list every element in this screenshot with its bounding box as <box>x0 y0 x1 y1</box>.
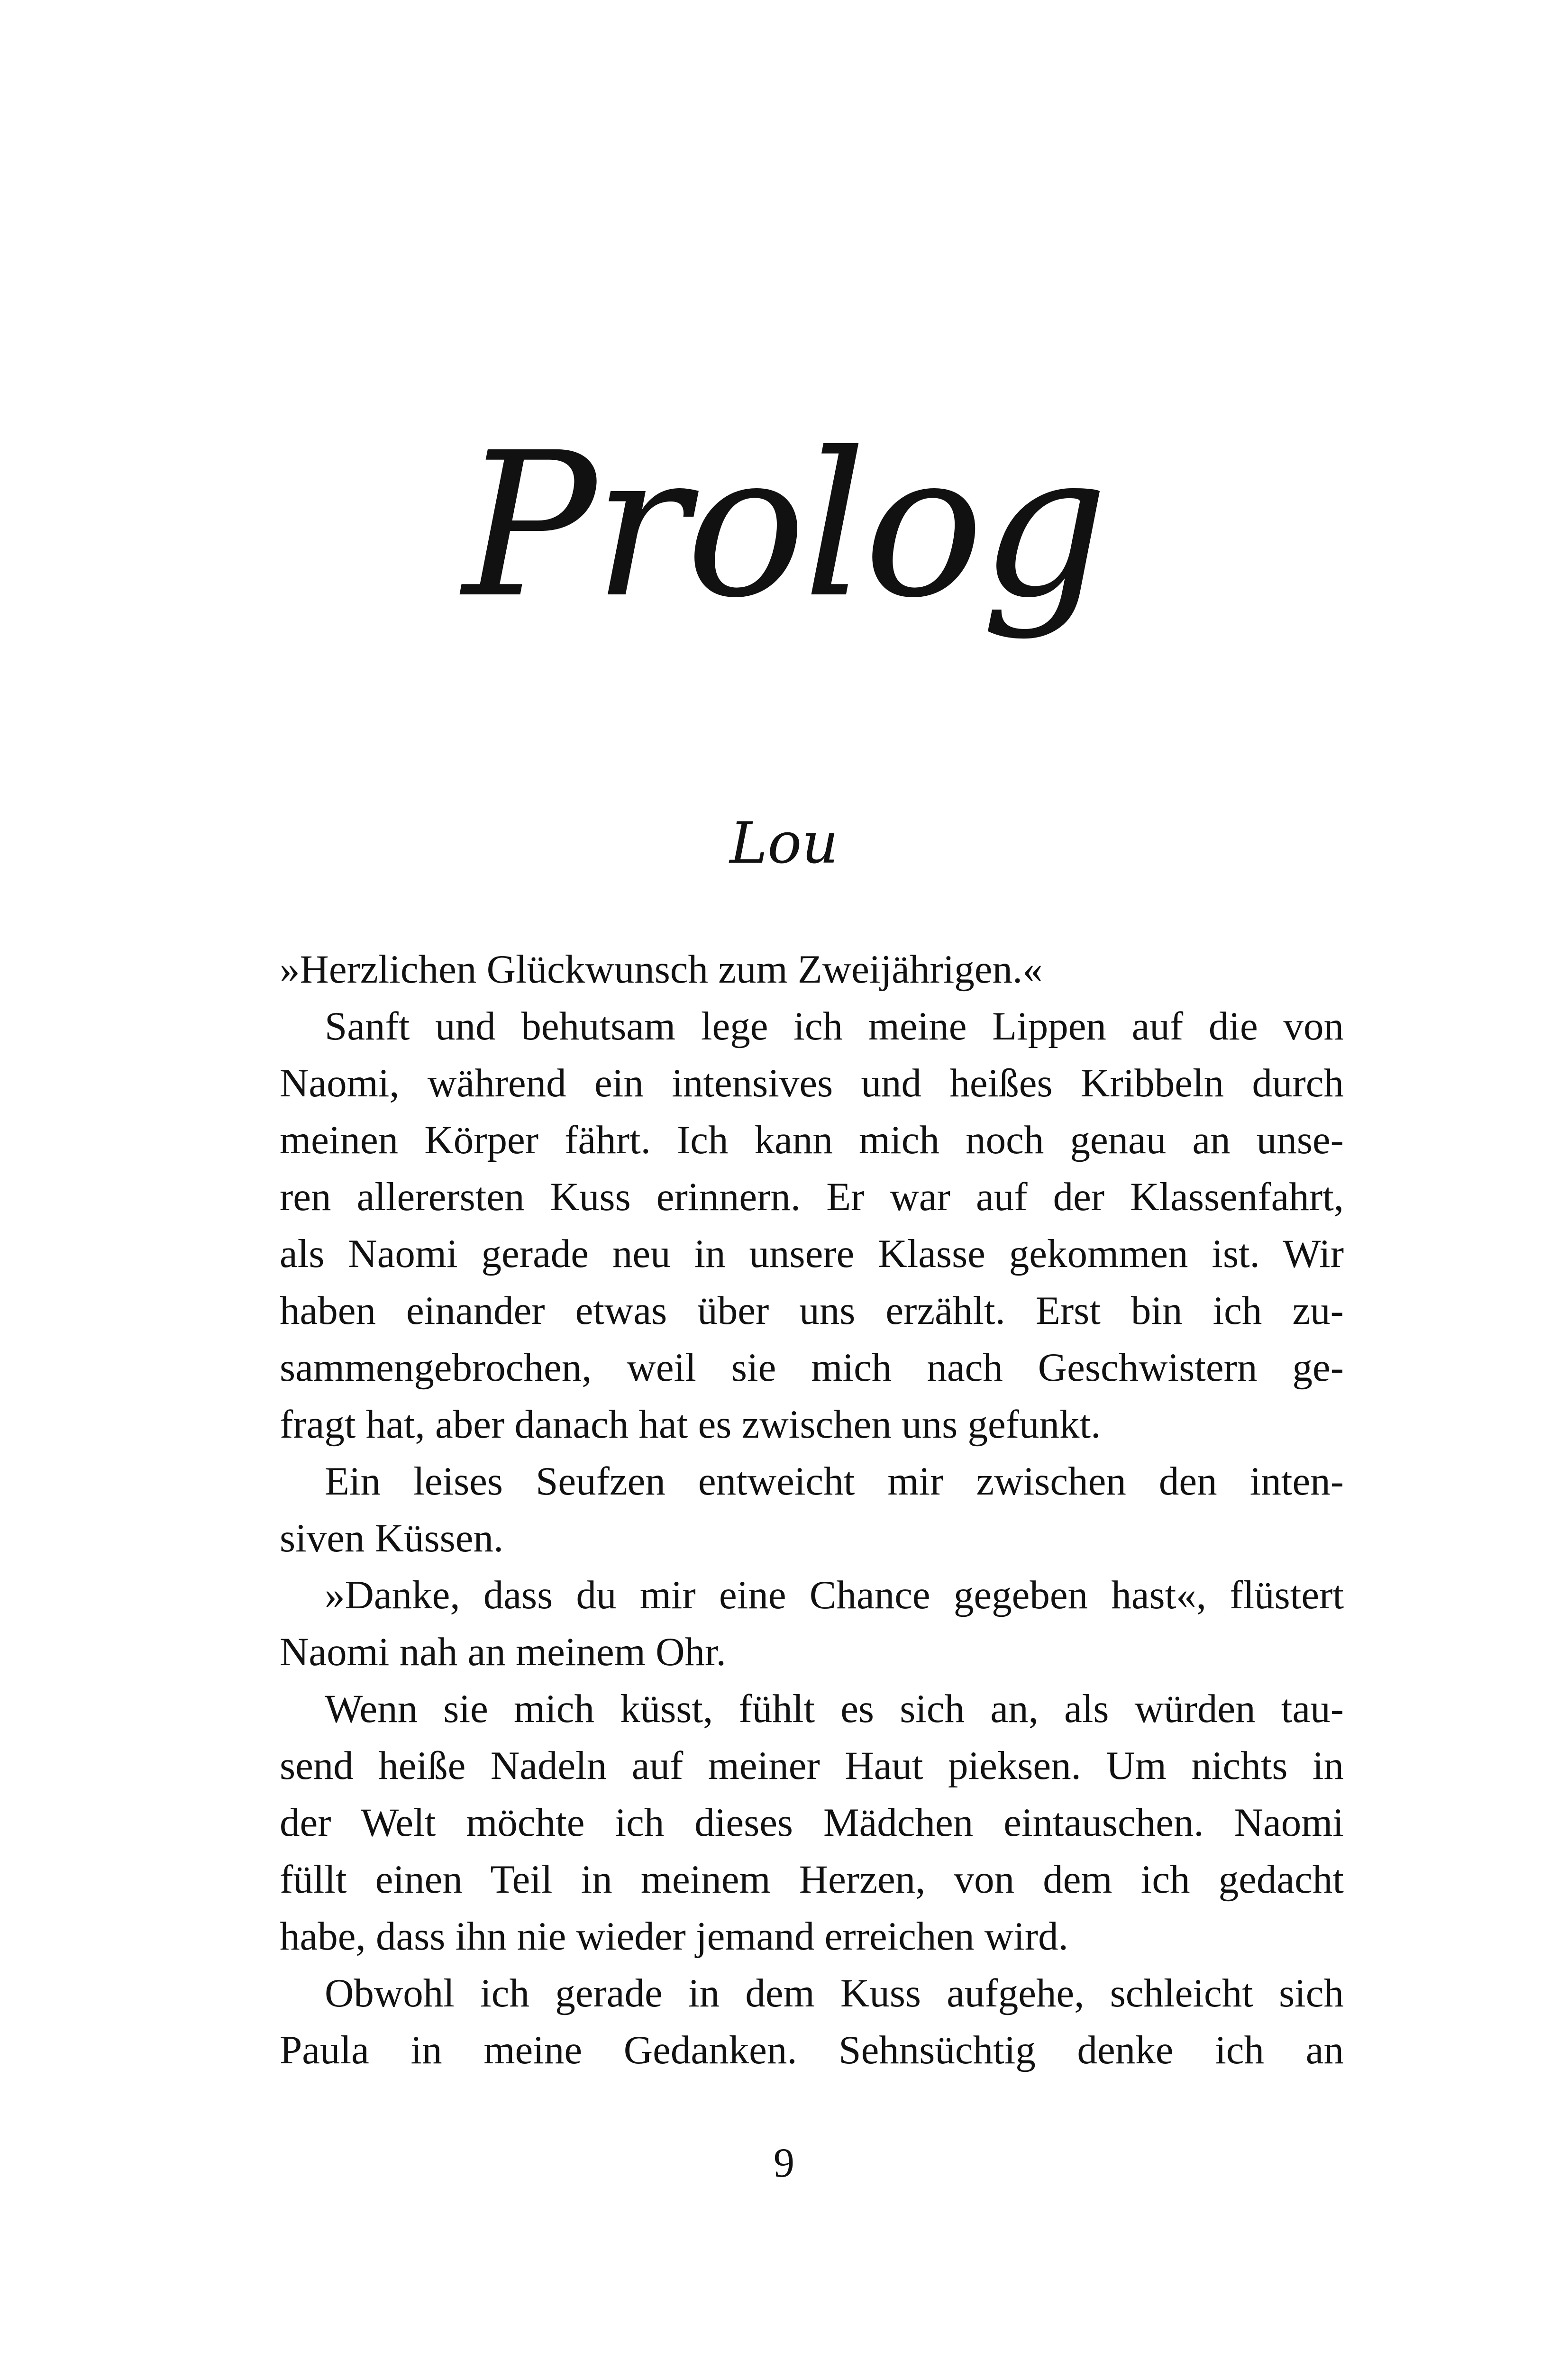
page-number: 9 <box>774 2140 794 2186</box>
text-line: Paula in meine Gedanken. Sehnsüchtig denke ich an <box>280 2028 1344 2072</box>
text-line: »Danke, dass du mir eine Chance gegeben hast«, flüstert <box>325 1573 1344 1617</box>
text-line: send heiße Nadeln auf meiner Haut pieksen. Um nichts in <box>280 1743 1344 1788</box>
text-line: Sanft und behutsam lege ich meine Lippen auf die von <box>325 1004 1344 1048</box>
text-line: Wenn sie mich küsst, fühlt es sich an, als würden tau- <box>325 1686 1344 1731</box>
text-line: als Naomi gerade neu in unsere Klasse gekommen ist. Wir <box>280 1231 1344 1276</box>
text-line: Obwohl ich gerade in dem Kuss aufgehe, schleicht sich <box>325 1971 1344 2015</box>
text-line: haben einander etwas über uns erzählt. Erst bin ich zu- <box>280 1288 1344 1333</box>
body-text <box>280 941 1344 2078</box>
text-line: sammengebrochen, weil sie mich nach Geschwistern ge- <box>280 1345 1344 1390</box>
text-line: fragt hat, aber danach hat es zwischen uns gefunkt. <box>280 1402 1101 1447</box>
text-line: meinen Körper fährt. Ich kann mich noch genau an unse- <box>280 1118 1344 1162</box>
text-line: füllt einen Teil in meinem Herzen, von dem ich gedacht <box>280 1857 1344 1902</box>
text-line: Naomi, während ein intensives und heißes Kribbeln durch <box>280 1061 1344 1105</box>
narrator-name: Lou <box>729 811 839 876</box>
text-line: ren allerersten Kuss erinnern. Er war auf der Klassenfahrt, <box>280 1175 1344 1219</box>
chapter-title: Prolog <box>462 410 1106 642</box>
text-line: siven Küssen. <box>280 1516 504 1560</box>
text-line: Ein leises Seufzen entweicht mir zwischen den inten- <box>325 1459 1344 1504</box>
text-line: habe, dass ihn nie wieder jemand erreichen wird. <box>280 1914 1068 1959</box>
text-line: Naomi nah an meinem Ohr. <box>280 1630 726 1674</box>
text-line: der Welt möchte ich dieses Mädchen eintauschen. Naomi <box>280 1800 1344 1845</box>
text-line: »Herzlichen Glückwunsch zum Zweijährigen.« <box>280 947 1043 992</box>
